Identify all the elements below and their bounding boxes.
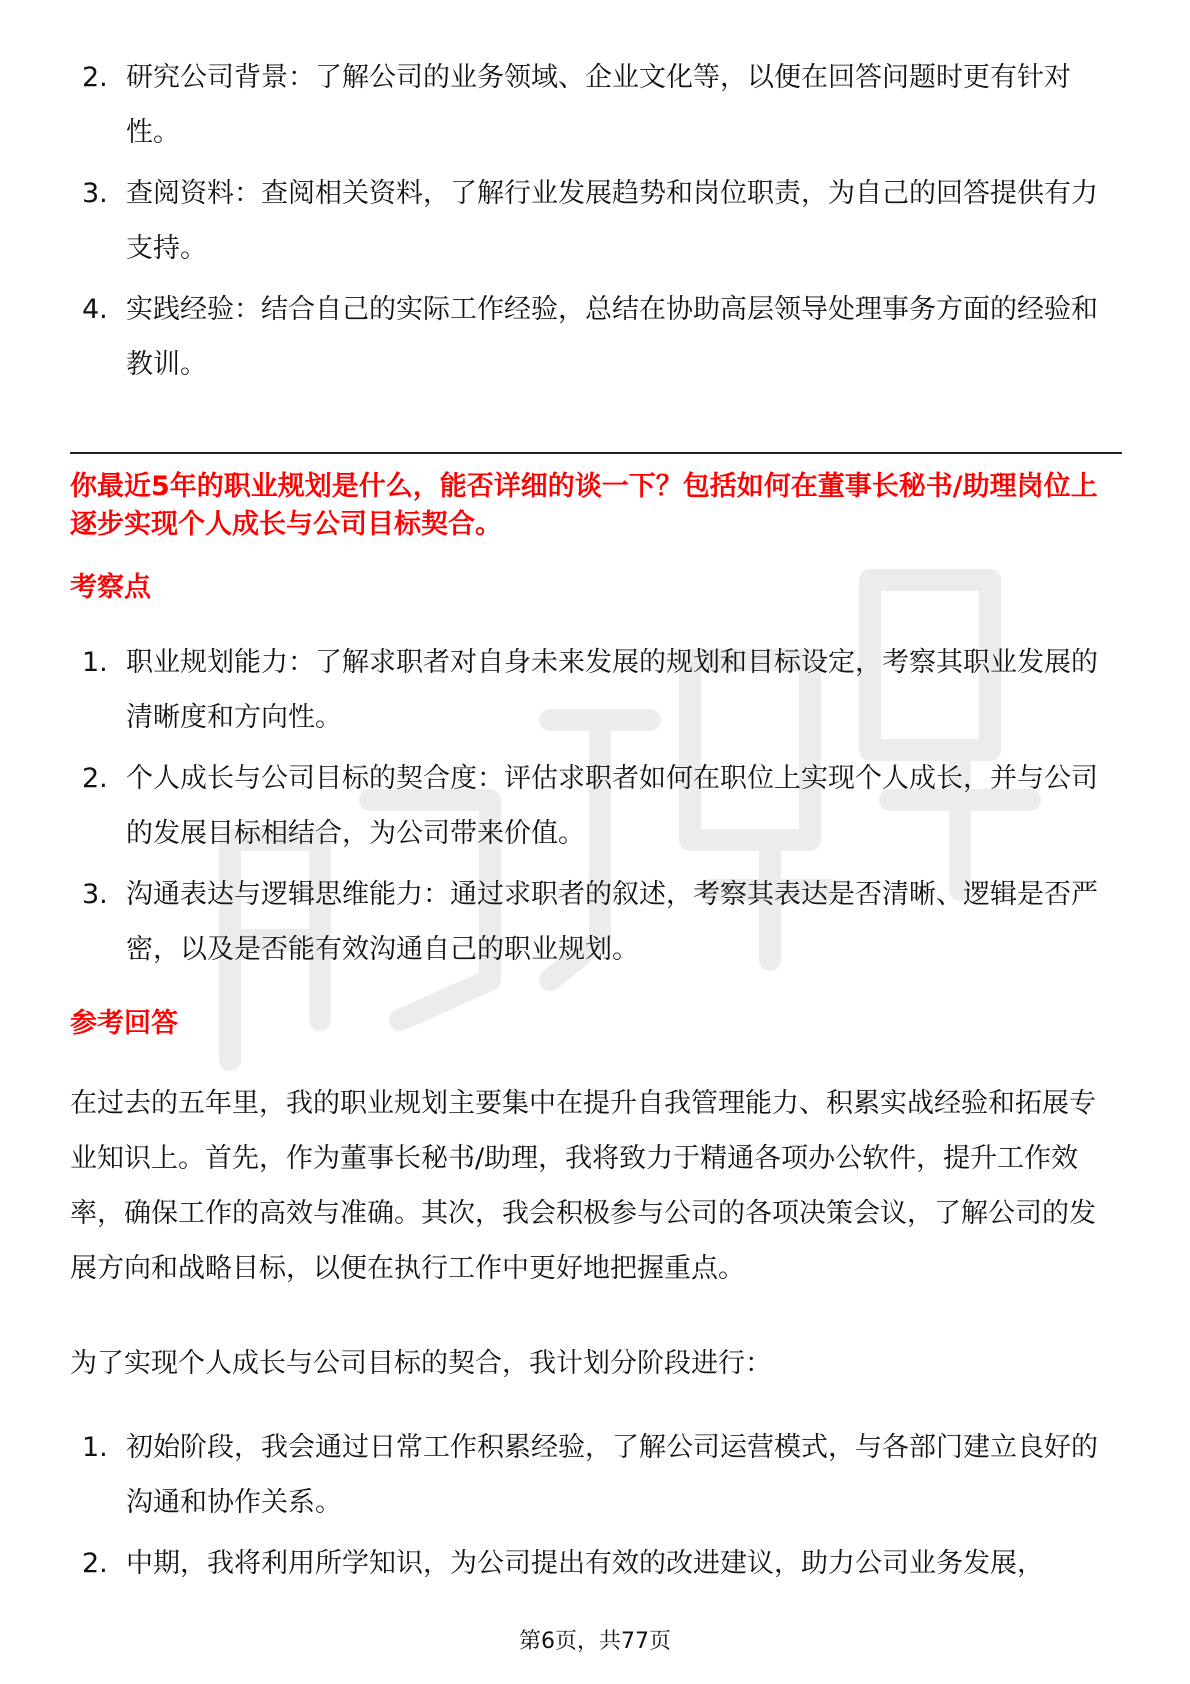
list-item-number: 4.	[82, 294, 108, 325]
list-item-number: 2.	[82, 1548, 108, 1579]
reference-paragraph: 在过去的五年里，我的职业规划主要集中在提升自我管理能力、积累实战经验和拓展专业知识上。首先，作为董事长秘书/助理，我将致力于精通各项办公软件，提升工作效率，确保工作的高效与准确。其次，我会积极参与公司的各项决策会议，了解公司的发展方向和战略目标，以便在执行工作中更好地把握重点。	[70, 1088, 1096, 1284]
list-item-text: 研究公司背景：了解公司的业务领域、企业文化等，以便在回答问题时更有针对性。	[126, 62, 1071, 148]
list-item-number: 2.	[82, 62, 108, 93]
section-divider	[70, 452, 1122, 454]
list-item	[82, 166, 1122, 276]
list-item-text: 查阅资料：查阅相关资料，了解行业发展趋势和岗位职责，为自己的回答提供有力支持。	[126, 178, 1098, 264]
list-item	[82, 282, 1122, 392]
list-item	[82, 751, 1122, 861]
page-footer: 第6页，共77页	[519, 1629, 671, 1654]
list-item-number: 2.	[82, 763, 108, 794]
list-item	[82, 635, 1122, 745]
list-item	[82, 867, 1122, 977]
list-item-number: 1.	[82, 1432, 108, 1463]
reference-heading: 参考回答	[70, 1008, 178, 1039]
list-item-number: 3.	[82, 879, 108, 910]
list-item-text: 中期，我将利用所学知识，为公司提出有效的改进建议，助力公司业务发展，	[126, 1548, 1044, 1579]
list-item	[82, 50, 1122, 160]
reference-paragraph: 为了实现个人成长与公司目标的契合，我计划分阶段进行：	[70, 1348, 772, 1379]
list-item-text: 职业规划能力：了解求职者对自身未来发展的规划和目标设定，考察其职业发展的清晰度和方向性。	[126, 647, 1098, 733]
list-item-number: 1.	[82, 647, 108, 678]
list-item-text: 沟通表达与逻辑思维能力：通过求职者的叙述，考察其表达是否清晰、逻辑是否严密，以及是否能有效沟通自己的职业规划。	[126, 879, 1098, 965]
list-item-number: 3.	[82, 178, 108, 209]
list-item	[82, 1536, 1122, 1591]
interview-question: 你最近5年的职业规划是什么，能否详细的谈一下？包括如何在董事长秘书/助理岗位上逐步实现个人成长与公司目标契合。	[70, 471, 1098, 540]
list-item-text: 初始阶段，我会通过日常工作积累经验，了解公司运营模式，与各部门建立良好的沟通和协作关系。	[126, 1432, 1098, 1518]
assessment-heading: 考察点	[70, 572, 151, 603]
list-item	[82, 1420, 1122, 1530]
stages-list	[82, 1420, 1122, 1597]
list-item-text: 实践经验：结合自己的实际工作经验，总结在协助高层领导处理事务方面的经验和教训。	[126, 294, 1098, 380]
list-item-text: 个人成长与公司目标的契合度：评估求职者如何在职位上实现个人成长，并与公司的发展目标相结合，为公司带来价值。	[126, 763, 1098, 849]
assessment-list	[82, 635, 1122, 983]
preparation-list	[82, 50, 1122, 398]
